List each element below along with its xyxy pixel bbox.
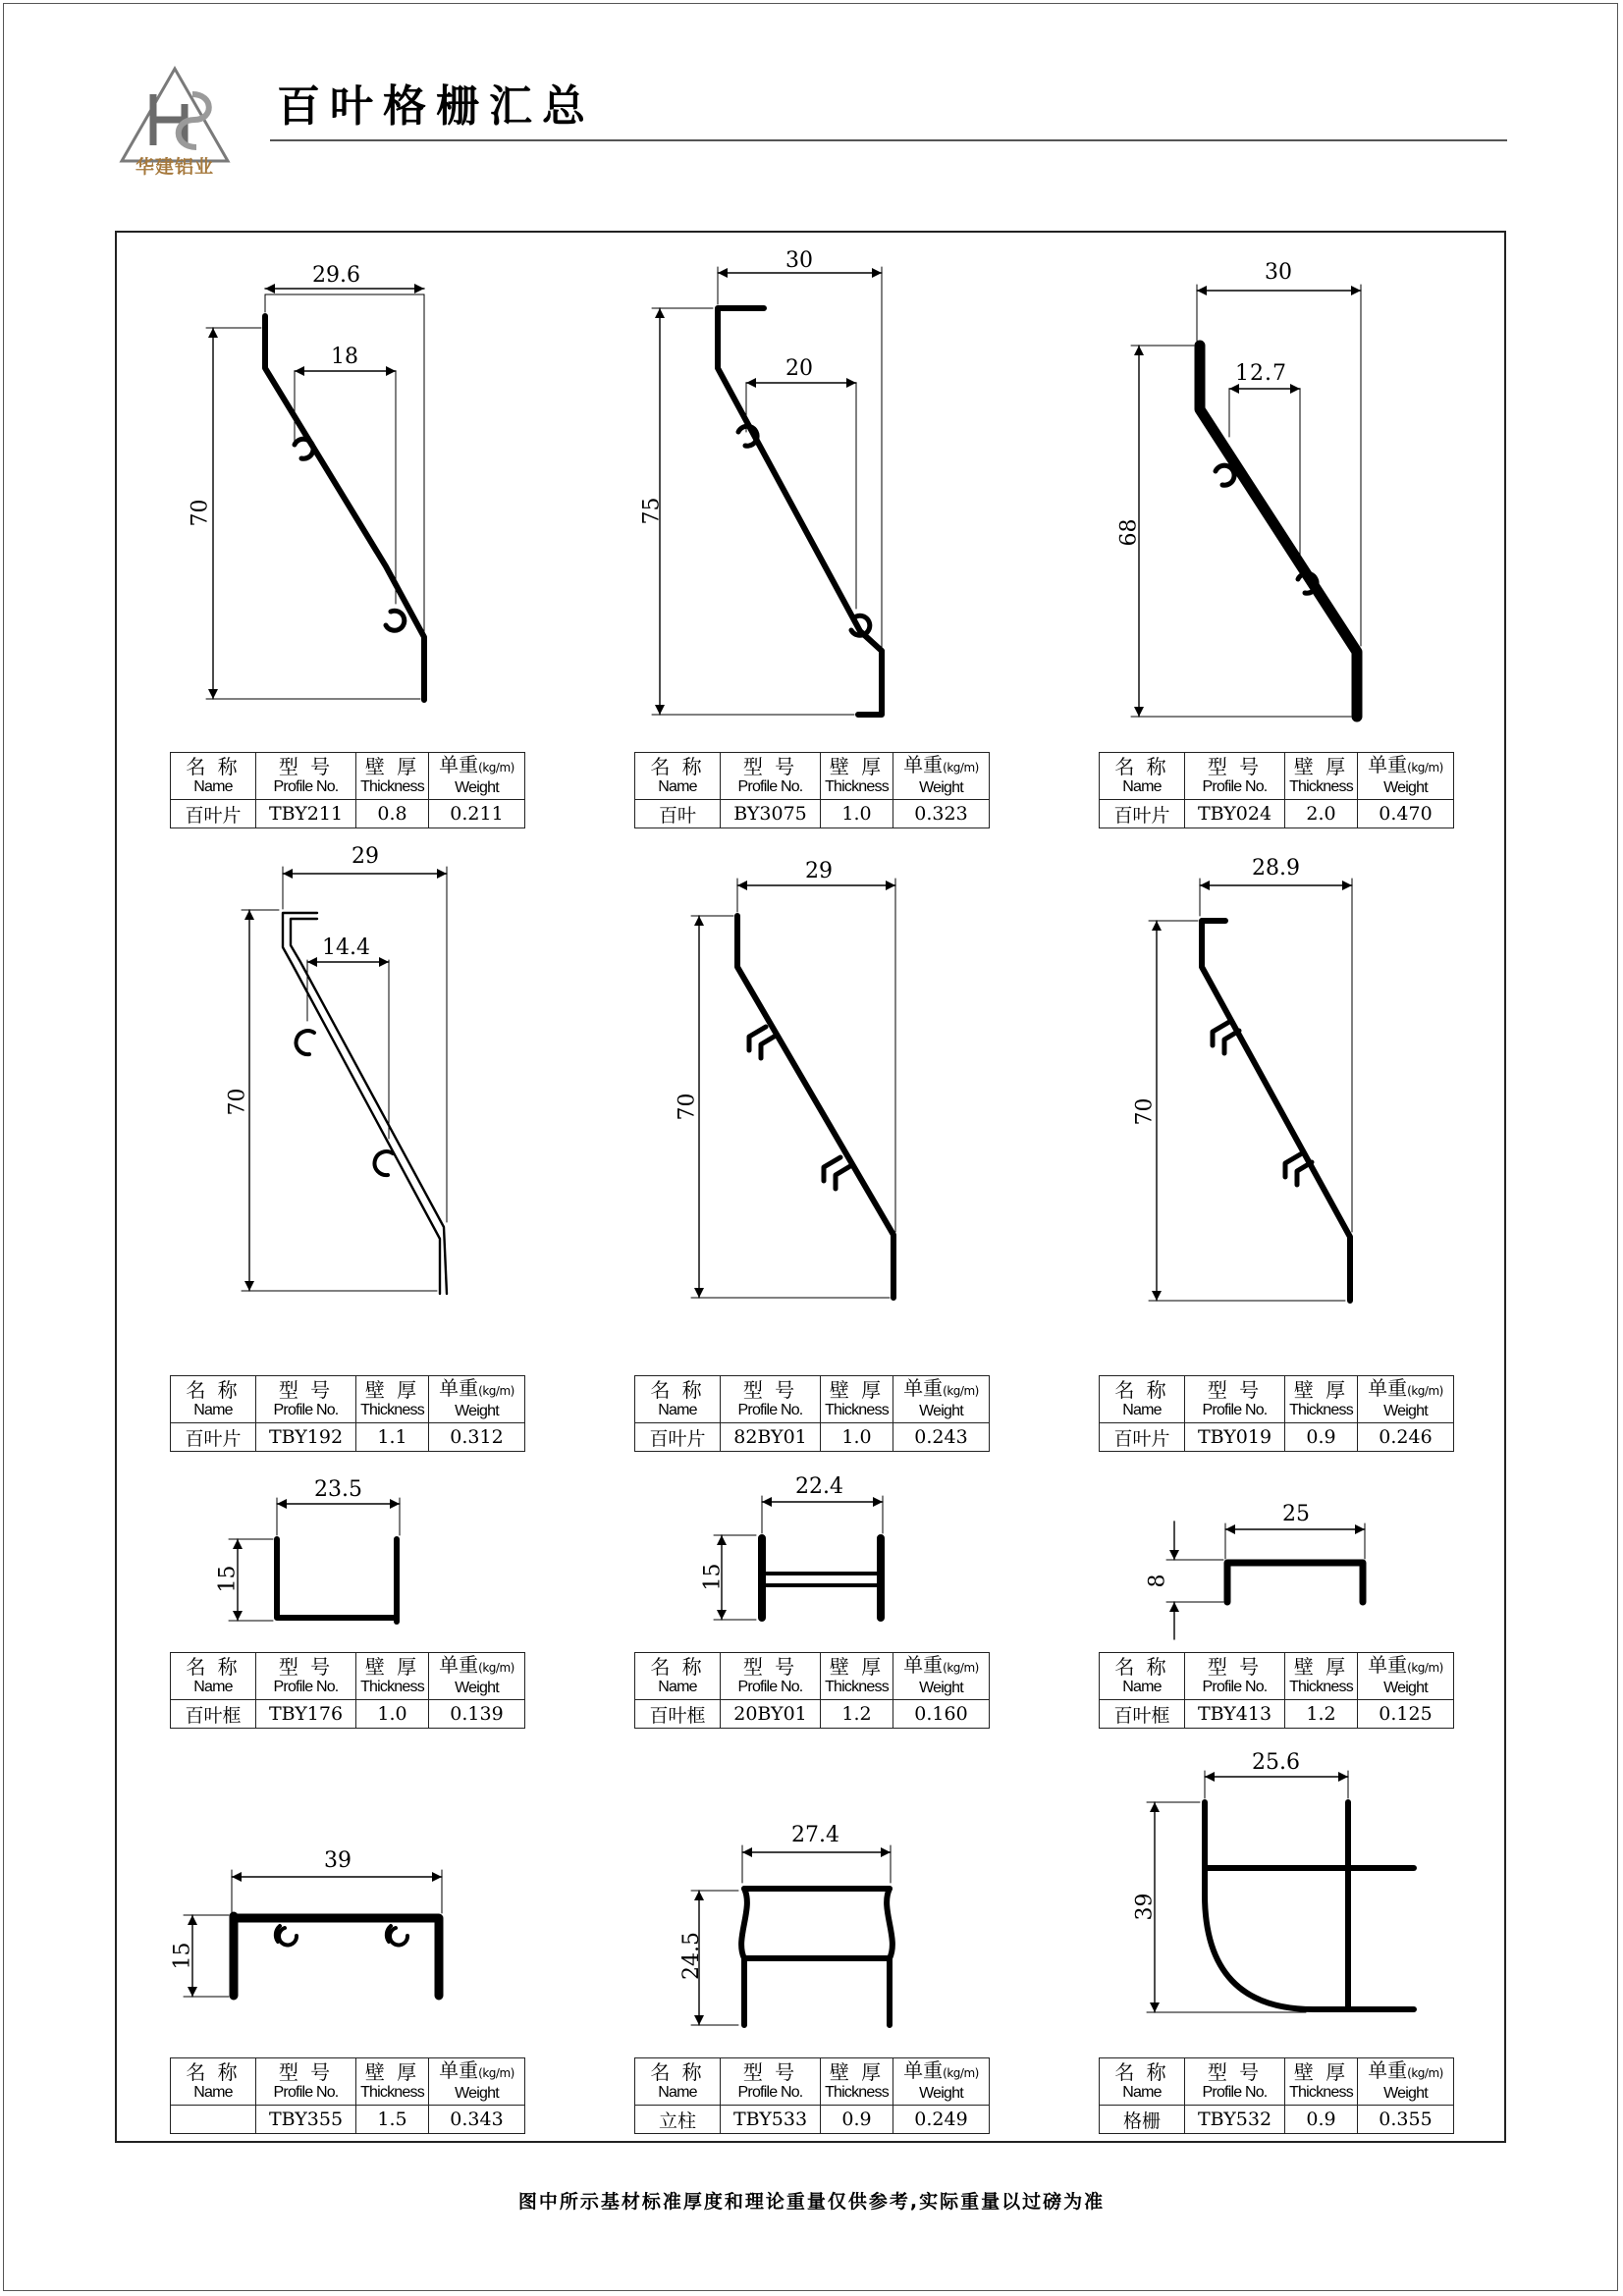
profile-thickness: 0.9 bbox=[1285, 1423, 1358, 1452]
header-weight: 单重(kg/m) Weight bbox=[893, 1376, 990, 1423]
dim-TBY532-height: 39 bbox=[1132, 1893, 1158, 1921]
header-profile: 型 号 Profile No. bbox=[721, 1653, 821, 1700]
profile-weight: 0.249 bbox=[893, 2106, 990, 2134]
profile-weight: 0.343 bbox=[429, 2106, 525, 2134]
dim-TBY533-height: 24.5 bbox=[678, 1932, 704, 1980]
profile-name: 百叶框 bbox=[635, 1700, 721, 1729]
header-weight: 单重(kg/m) Weight bbox=[1358, 1376, 1454, 1423]
profile-name: 百叶片 bbox=[1100, 800, 1185, 828]
header-profile: 型 号 Profile No. bbox=[256, 753, 356, 800]
profile-BY3075-drawing bbox=[652, 267, 882, 715]
dim-20BY01-width: 22.4 bbox=[795, 1474, 843, 1499]
profile-name bbox=[171, 2106, 256, 2134]
brand-name: 华建铝业 bbox=[135, 156, 214, 178]
dim-TBY192-height: 70 bbox=[225, 1088, 250, 1116]
spec-table-82BY01 bbox=[634, 1375, 990, 1452]
dim-BY3075-width: 30 bbox=[785, 248, 813, 273]
spec-table-TBY355 bbox=[170, 2057, 525, 2134]
profile-thickness: 2.0 bbox=[1285, 800, 1358, 828]
dim-TBY533-width: 27.4 bbox=[791, 1823, 839, 1847]
header-profile: 型 号 Profile No. bbox=[1185, 1376, 1285, 1423]
profile-TBY413-drawing bbox=[1166, 1522, 1365, 1639]
profile-thickness: 1.0 bbox=[356, 1700, 429, 1729]
dim-TBY176-width: 23.5 bbox=[314, 1477, 362, 1502]
profile-TBY533-drawing bbox=[691, 1845, 893, 2025]
profile-number: TBY533 bbox=[721, 2106, 821, 2134]
page-title: 百叶格栅汇总 bbox=[277, 81, 595, 132]
spec-table-TBY211 bbox=[170, 752, 525, 828]
profile-number: TBY024 bbox=[1185, 800, 1285, 828]
dim-TBY413-height: 8 bbox=[1145, 1574, 1170, 1588]
profile-weight: 0.139 bbox=[429, 1700, 525, 1729]
dim-82BY01-width: 29 bbox=[805, 859, 833, 883]
profile-82BY01-drawing bbox=[691, 879, 895, 1298]
header-profile: 型 号 Profile No. bbox=[721, 753, 821, 800]
profile-thickness: 1.2 bbox=[821, 1700, 893, 1729]
header-weight: 单重(kg/m) Weight bbox=[893, 1653, 990, 1700]
header-name: 名 称 Name bbox=[1100, 1376, 1185, 1423]
header-name: 名 称 Name bbox=[635, 753, 721, 800]
profile-weight: 0.312 bbox=[429, 1423, 525, 1452]
header-name: 名 称 Name bbox=[171, 1653, 256, 1700]
profile-TBY024-drawing bbox=[1131, 285, 1361, 717]
profile-name: 立柱 bbox=[635, 2106, 721, 2134]
profile-name: 百叶框 bbox=[1100, 1700, 1185, 1729]
header-name: 名 称 Name bbox=[635, 2058, 721, 2106]
profile-name: 格栅 bbox=[1100, 2106, 1185, 2134]
profile-number: TBY413 bbox=[1185, 1700, 1285, 1729]
header-thickness: 壁 厚 Thickness bbox=[821, 753, 893, 800]
header-weight: 单重(kg/m) Weight bbox=[429, 1653, 525, 1700]
spec-table-TBY019 bbox=[1099, 1375, 1454, 1452]
dim-TBY211-pitch: 18 bbox=[331, 345, 358, 369]
header-thickness: 壁 厚 Thickness bbox=[821, 2058, 893, 2106]
profile-weight: 0.211 bbox=[429, 800, 525, 828]
profile-number: TBY019 bbox=[1185, 1423, 1285, 1452]
profile-thickness: 0.9 bbox=[1285, 2106, 1358, 2134]
header-thickness: 壁 厚 Thickness bbox=[821, 1653, 893, 1700]
header-thickness: 壁 厚 Thickness bbox=[1285, 1653, 1358, 1700]
spec-table-TBY176 bbox=[170, 1652, 525, 1729]
profile-thickness: 1.1 bbox=[356, 1423, 429, 1452]
profile-weight: 0.355 bbox=[1358, 2106, 1454, 2134]
header-thickness: 壁 厚 Thickness bbox=[356, 2058, 429, 2106]
header-weight: 单重(kg/m) Weight bbox=[1358, 1653, 1454, 1700]
header-profile: 型 号 Profile No. bbox=[256, 1653, 356, 1700]
header-name: 名 称 Name bbox=[171, 2058, 256, 2106]
header-weight: 单重(kg/m) Weight bbox=[429, 753, 525, 800]
profile-thickness: 0.8 bbox=[356, 800, 429, 828]
dim-TBY019-width: 28.9 bbox=[1252, 856, 1300, 881]
header-thickness: 壁 厚 Thickness bbox=[821, 1376, 893, 1423]
header-thickness: 壁 厚 Thickness bbox=[1285, 1376, 1358, 1423]
header-profile: 型 号 Profile No. bbox=[721, 2058, 821, 2106]
profile-number: TBY355 bbox=[256, 2106, 356, 2134]
profile-name: 百叶 bbox=[635, 800, 721, 828]
profile-number: 82BY01 bbox=[721, 1423, 821, 1452]
profile-number: TBY192 bbox=[256, 1423, 356, 1452]
header-weight: 单重(kg/m) Weight bbox=[893, 753, 990, 800]
footnote: 图中所示基材标准厚度和理论重量仅供参考,实际重量以过磅为准 bbox=[517, 2191, 1106, 2213]
dim-TBY024-height: 68 bbox=[1116, 518, 1142, 547]
header-thickness: 壁 厚 Thickness bbox=[356, 753, 429, 800]
header-profile: 型 号 Profile No. bbox=[721, 1376, 821, 1423]
header-name: 名 称 Name bbox=[1100, 2058, 1185, 2106]
dim-TBY024-width: 30 bbox=[1265, 260, 1292, 285]
dim-TBY532-width: 25.6 bbox=[1252, 1750, 1300, 1775]
dim-TBY211-width: 29.6 bbox=[312, 263, 360, 288]
profile-20BY01-drawing bbox=[714, 1496, 883, 1620]
profile-weight: 0.243 bbox=[893, 1423, 990, 1452]
header-profile: 型 号 Profile No. bbox=[1185, 2058, 1285, 2106]
dim-TBY413-width: 25 bbox=[1282, 1502, 1310, 1526]
profile-weight: 0.323 bbox=[893, 800, 990, 828]
spec-table-TBY533 bbox=[634, 2057, 990, 2134]
profile-name: 百叶框 bbox=[171, 1700, 256, 1729]
header-profile: 型 号 Profile No. bbox=[256, 1376, 356, 1423]
profile-name: 百叶片 bbox=[171, 800, 256, 828]
profile-TBY192-drawing bbox=[242, 867, 447, 1294]
dim-TBY176-height: 15 bbox=[215, 1565, 241, 1593]
dim-BY3075-pitch: 20 bbox=[785, 356, 813, 381]
dim-20BY01-height: 15 bbox=[700, 1563, 726, 1591]
spec-table-BY3075 bbox=[634, 752, 990, 828]
header-weight: 单重(kg/m) Weight bbox=[1358, 753, 1454, 800]
header-profile: 型 号 Profile No. bbox=[256, 2058, 356, 2106]
header-weight: 单重(kg/m) Weight bbox=[429, 2058, 525, 2106]
header-name: 名 称 Name bbox=[171, 753, 256, 800]
header-name: 名 称 Name bbox=[171, 1376, 256, 1423]
spec-table-TBY532 bbox=[1099, 2057, 1454, 2134]
dim-TBY355-height: 15 bbox=[170, 1942, 195, 1970]
profile-TBY355-drawing bbox=[184, 1870, 442, 1997]
profile-thickness: 1.2 bbox=[1285, 1700, 1358, 1729]
dim-TBY024-pitch: 12.7 bbox=[1235, 361, 1287, 386]
dim-TBY192-width: 29 bbox=[352, 844, 379, 869]
profile-number: TBY211 bbox=[256, 800, 356, 828]
header-name: 名 称 Name bbox=[635, 1376, 721, 1423]
profile-weight: 0.125 bbox=[1358, 1700, 1454, 1729]
profile-weight: 0.470 bbox=[1358, 800, 1454, 828]
header-weight: 单重(kg/m) Weight bbox=[893, 2058, 990, 2106]
dim-82BY01-height: 70 bbox=[675, 1093, 700, 1121]
profile-number: 20BY01 bbox=[721, 1700, 821, 1729]
profile-weight: 0.246 bbox=[1358, 1423, 1454, 1452]
header-thickness: 壁 厚 Thickness bbox=[1285, 2058, 1358, 2106]
profile-name: 百叶片 bbox=[171, 1423, 256, 1452]
header-thickness: 壁 厚 Thickness bbox=[356, 1376, 429, 1423]
dim-BY3075-height: 75 bbox=[639, 497, 665, 525]
profile-TBY211-drawing bbox=[206, 289, 424, 700]
dim-TBY355-width: 39 bbox=[324, 1848, 352, 1873]
profile-thickness: 0.9 bbox=[821, 2106, 893, 2134]
profile-TBY176-drawing bbox=[229, 1498, 400, 1622]
profile-name: 百叶片 bbox=[635, 1423, 721, 1452]
profile-number: TBY176 bbox=[256, 1700, 356, 1729]
spec-table-TBY024 bbox=[1099, 752, 1454, 828]
header-name: 名 称 Name bbox=[635, 1653, 721, 1700]
header-thickness: 壁 厚 Thickness bbox=[1285, 753, 1358, 800]
header-weight: 单重(kg/m) Weight bbox=[1358, 2058, 1454, 2106]
profile-number: TBY532 bbox=[1185, 2106, 1285, 2134]
header-thickness: 壁 厚 Thickness bbox=[356, 1653, 429, 1700]
dim-TBY019-height: 70 bbox=[1132, 1097, 1158, 1126]
profile-thickness: 1.5 bbox=[356, 2106, 429, 2134]
dim-TBY192-pitch: 14.4 bbox=[322, 935, 370, 960]
profile-thickness: 1.0 bbox=[821, 1423, 893, 1452]
header-profile: 型 号 Profile No. bbox=[1185, 1653, 1285, 1700]
header-weight: 单重(kg/m) Weight bbox=[429, 1376, 525, 1423]
profile-weight: 0.160 bbox=[893, 1700, 990, 1729]
profile-TBY532-drawing bbox=[1147, 1771, 1414, 2012]
profile-TBY019-drawing bbox=[1149, 879, 1352, 1301]
header-name: 名 称 Name bbox=[1100, 753, 1185, 800]
spec-table-TBY192 bbox=[170, 1375, 525, 1452]
spec-table-20BY01 bbox=[634, 1652, 990, 1729]
profile-thickness: 1.0 bbox=[821, 800, 893, 828]
header-profile: 型 号 Profile No. bbox=[1185, 753, 1285, 800]
dim-TBY211-height: 70 bbox=[188, 499, 213, 527]
profile-number: BY3075 bbox=[721, 800, 821, 828]
spec-table-TBY413 bbox=[1099, 1652, 1454, 1729]
header-name: 名 称 Name bbox=[1100, 1653, 1185, 1700]
profile-name: 百叶片 bbox=[1100, 1423, 1185, 1452]
